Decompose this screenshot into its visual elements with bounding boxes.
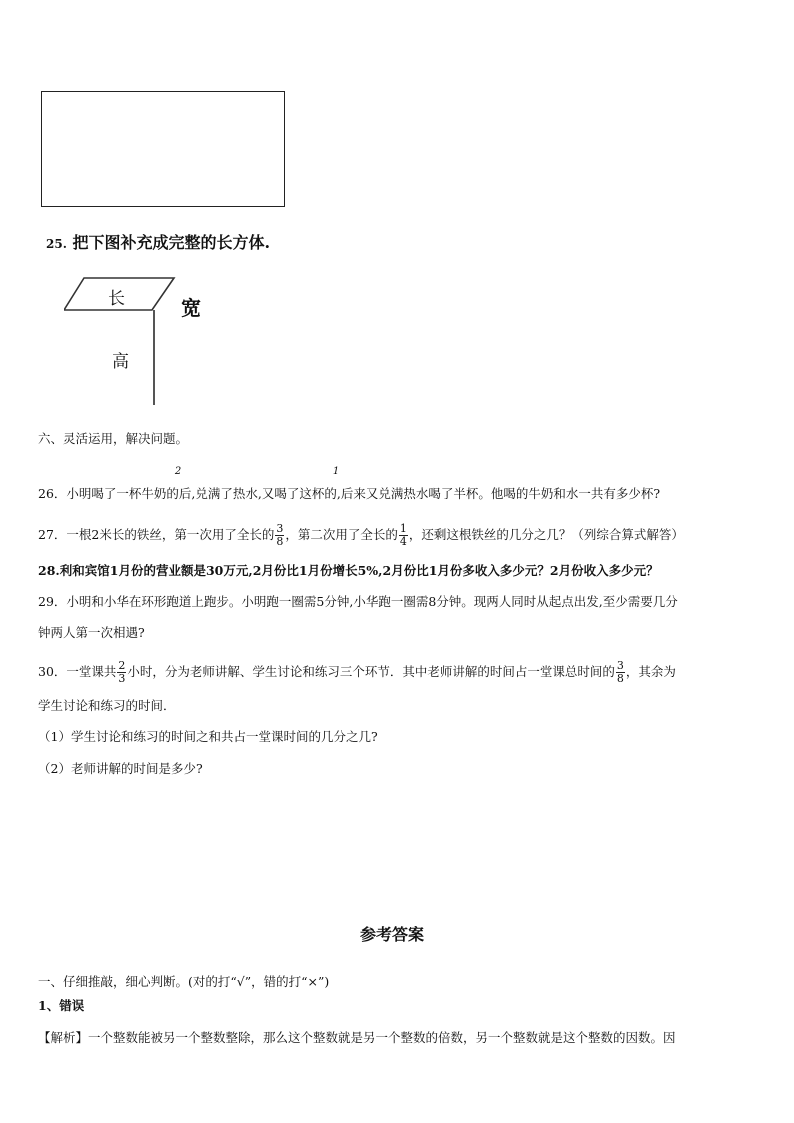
question-28: 28.利和宾馆1月份的营业额是30万元,2月份比1月份增长5%,2月份比1月份多收入多少元？2月份收入多少元？: [38, 563, 659, 578]
answers-title: 参考答案: [360, 925, 425, 944]
question-29-line-1: 29．小明和小华在环形跑道上跑步。小明跑一圈需5分钟,小华跑一圈需8分钟。现两人同时从起点出发,至少需要几分: [38, 594, 678, 609]
label-height: 高: [112, 352, 129, 372]
question-30-sub-2: （2）老师讲解的时间是多少?: [38, 761, 203, 776]
question-26: [38, 466, 661, 502]
question-29-line-2: 钟两人第一次相遇?: [38, 625, 145, 640]
q26-fraction-2: 1: [332, 466, 340, 477]
q30-fraction-2: $\frac{3}{8}$: [616, 659, 624, 685]
question-text: 把下图补充成完整的长方体.: [72, 233, 271, 252]
question-27: [38, 523, 684, 548]
label-width: 宽: [181, 296, 201, 320]
q27-suffix: ，还剩这根铁丝的几分之几？（列综合算式解答）: [408, 527, 684, 542]
answers-section-1: 一、仔细推敲，细心判断。(对的打“√”，错的打“×”): [38, 974, 330, 989]
q26-middle: 后,兑满了热水,又喝了这杯的: [178, 486, 337, 501]
q27-fraction-1: $\frac{3}{8}$: [276, 522, 284, 548]
q26-fraction-1: 2: [174, 466, 182, 477]
section-6-heading: 六、灵活运用，解决问题。: [38, 431, 189, 446]
q30-middle: 小时，分为老师讲解、学生讨论和练习三个环节．其中老师讲解的时间占一堂课总时间的: [127, 664, 615, 679]
answer-analysis: 【解析】一个整数能被另一个整数整除，那么这个整数就是另一个整数的倍数，另一个整数就是这个整数的因数。因: [38, 1030, 676, 1045]
answer-item-1: 1、错误: [38, 998, 85, 1013]
q26-prefix: 26．小明喝了一杯牛奶的: [38, 486, 179, 501]
question-30-line-2: 学生讨论和练习的时间．: [38, 698, 176, 713]
question-30-sub-1: （1）学生讨论和练习的时间之和共占一堂课时间的几分之几?: [38, 729, 378, 744]
q30-fraction-1: $\frac{2}{3}$: [118, 659, 126, 685]
question-25: [46, 230, 270, 253]
q27-middle: ，第二次用了全长的: [285, 527, 398, 542]
label-length: 长: [108, 289, 125, 309]
question-number: 25.: [46, 237, 67, 251]
q27-prefix: 27．一根2米长的铁丝，第一次用了全长的: [38, 527, 275, 542]
q27-fraction-2: $\frac{1}{4}$: [399, 522, 407, 548]
q30-prefix: 30．一堂课共: [38, 664, 117, 679]
q26-suffix: ,后来又兑满热水喝了半杯。他喝的牛奶和水一共有多少杯?: [336, 486, 661, 501]
answer-box: [41, 91, 285, 207]
q30-suffix: ，其余为: [625, 664, 676, 679]
question-30: [38, 660, 676, 685]
